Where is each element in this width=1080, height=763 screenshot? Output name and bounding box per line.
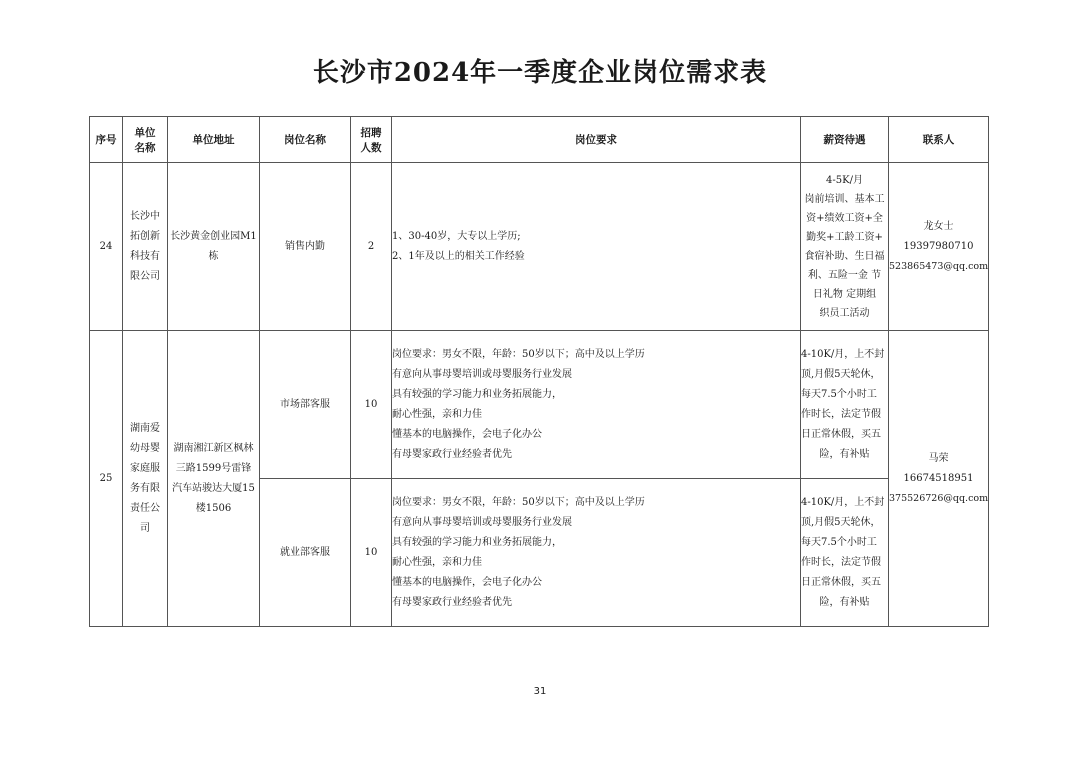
header-row: [90, 117, 989, 163]
requirements-cell: 岗位要求：男女不限，年龄：50岁以下；高中及以上学历 有意向从事母婴培训或母婴服务行业发展 具有较强的学习能力和业务拓展能力， 耐心性强，亲和力佳 懂基本的电脑操作，会电子化办公 有母婴家政行业经验者优先: [392, 479, 801, 627]
header-position: 岗位名称: [260, 117, 351, 163]
count-cell: 10: [351, 331, 392, 479]
header-company: 单位 名称: [123, 117, 168, 163]
header-count: 招聘 人数: [351, 117, 392, 163]
contact-cell: 龙女士 19397980710 523865473@qq.com: [889, 163, 989, 331]
contact-cell: 马荣 16674518951 375526726@qq.com: [889, 331, 989, 627]
count-cell: 2: [351, 163, 392, 331]
address-cell: 湖南湘江新区枫林 三路1599号雷锋 汽车站骏达大厦15 楼1506: [168, 331, 260, 627]
header-contact: 联系人: [889, 117, 989, 163]
requirements-cell: 1、30-40岁，大专以上学历; 2、1年及以上的相关工作经验: [392, 163, 801, 331]
position-cell: 市场部客服: [260, 331, 351, 479]
header-requirements: 岗位要求: [392, 117, 801, 163]
salary-cell: 4-10K/月，上不封 顶,月假5天轮休， 每天7.5个小时工 作时长，法定节假 日正常休假，买五 险，有补贴: [801, 479, 889, 627]
position-cell: 销售内勤: [260, 163, 351, 331]
company-cell: 湖南爱 幼母婴 家庭服 务有限 责任公 司: [123, 331, 168, 627]
header-salary: 薪资待遇: [801, 117, 889, 163]
job-table: [89, 116, 989, 627]
salary-cell: 4-5K/月 岗前培训、基本工 资+绩效工资+全 勤奖+工龄工资+ 食宿补助、生日福 利、五险一金 节 日礼物 定期组 织员工活动: [801, 163, 889, 331]
salary-cell: 4-10K/月，上不封 顶,月假5天轮休， 每天7.5个小时工 作时长，法定节假 日正常休假，买五 险，有补贴: [801, 331, 889, 479]
position-cell: 就业部客服: [260, 479, 351, 627]
count-cell: 10: [351, 479, 392, 627]
header-seq: 序号: [90, 117, 123, 163]
table-row: [90, 331, 989, 479]
page-number: 31: [533, 686, 547, 697]
requirements-cell: 岗位要求：男女不限，年龄：50岁以下；高中及以上学历 有意向从事母婴培训或母婴服务行业发展 具有较强的学习能力和业务拓展能力， 耐心性强，亲和力佳 懂基本的电脑操作，会电子化办公 有母婴家政行业经验者优先: [392, 331, 801, 479]
seq-cell: 24: [90, 163, 123, 331]
company-cell: 长沙中 拓创新 科技有 限公司: [123, 163, 168, 331]
header-address: 单位地址: [168, 117, 260, 163]
table-row: [90, 163, 989, 331]
page-title: 长沙市2024年一季度企业岗位需求表: [312, 58, 768, 88]
address-cell: 长沙黄金创业园M1 栋: [168, 163, 260, 331]
seq-cell: 25: [90, 331, 123, 627]
